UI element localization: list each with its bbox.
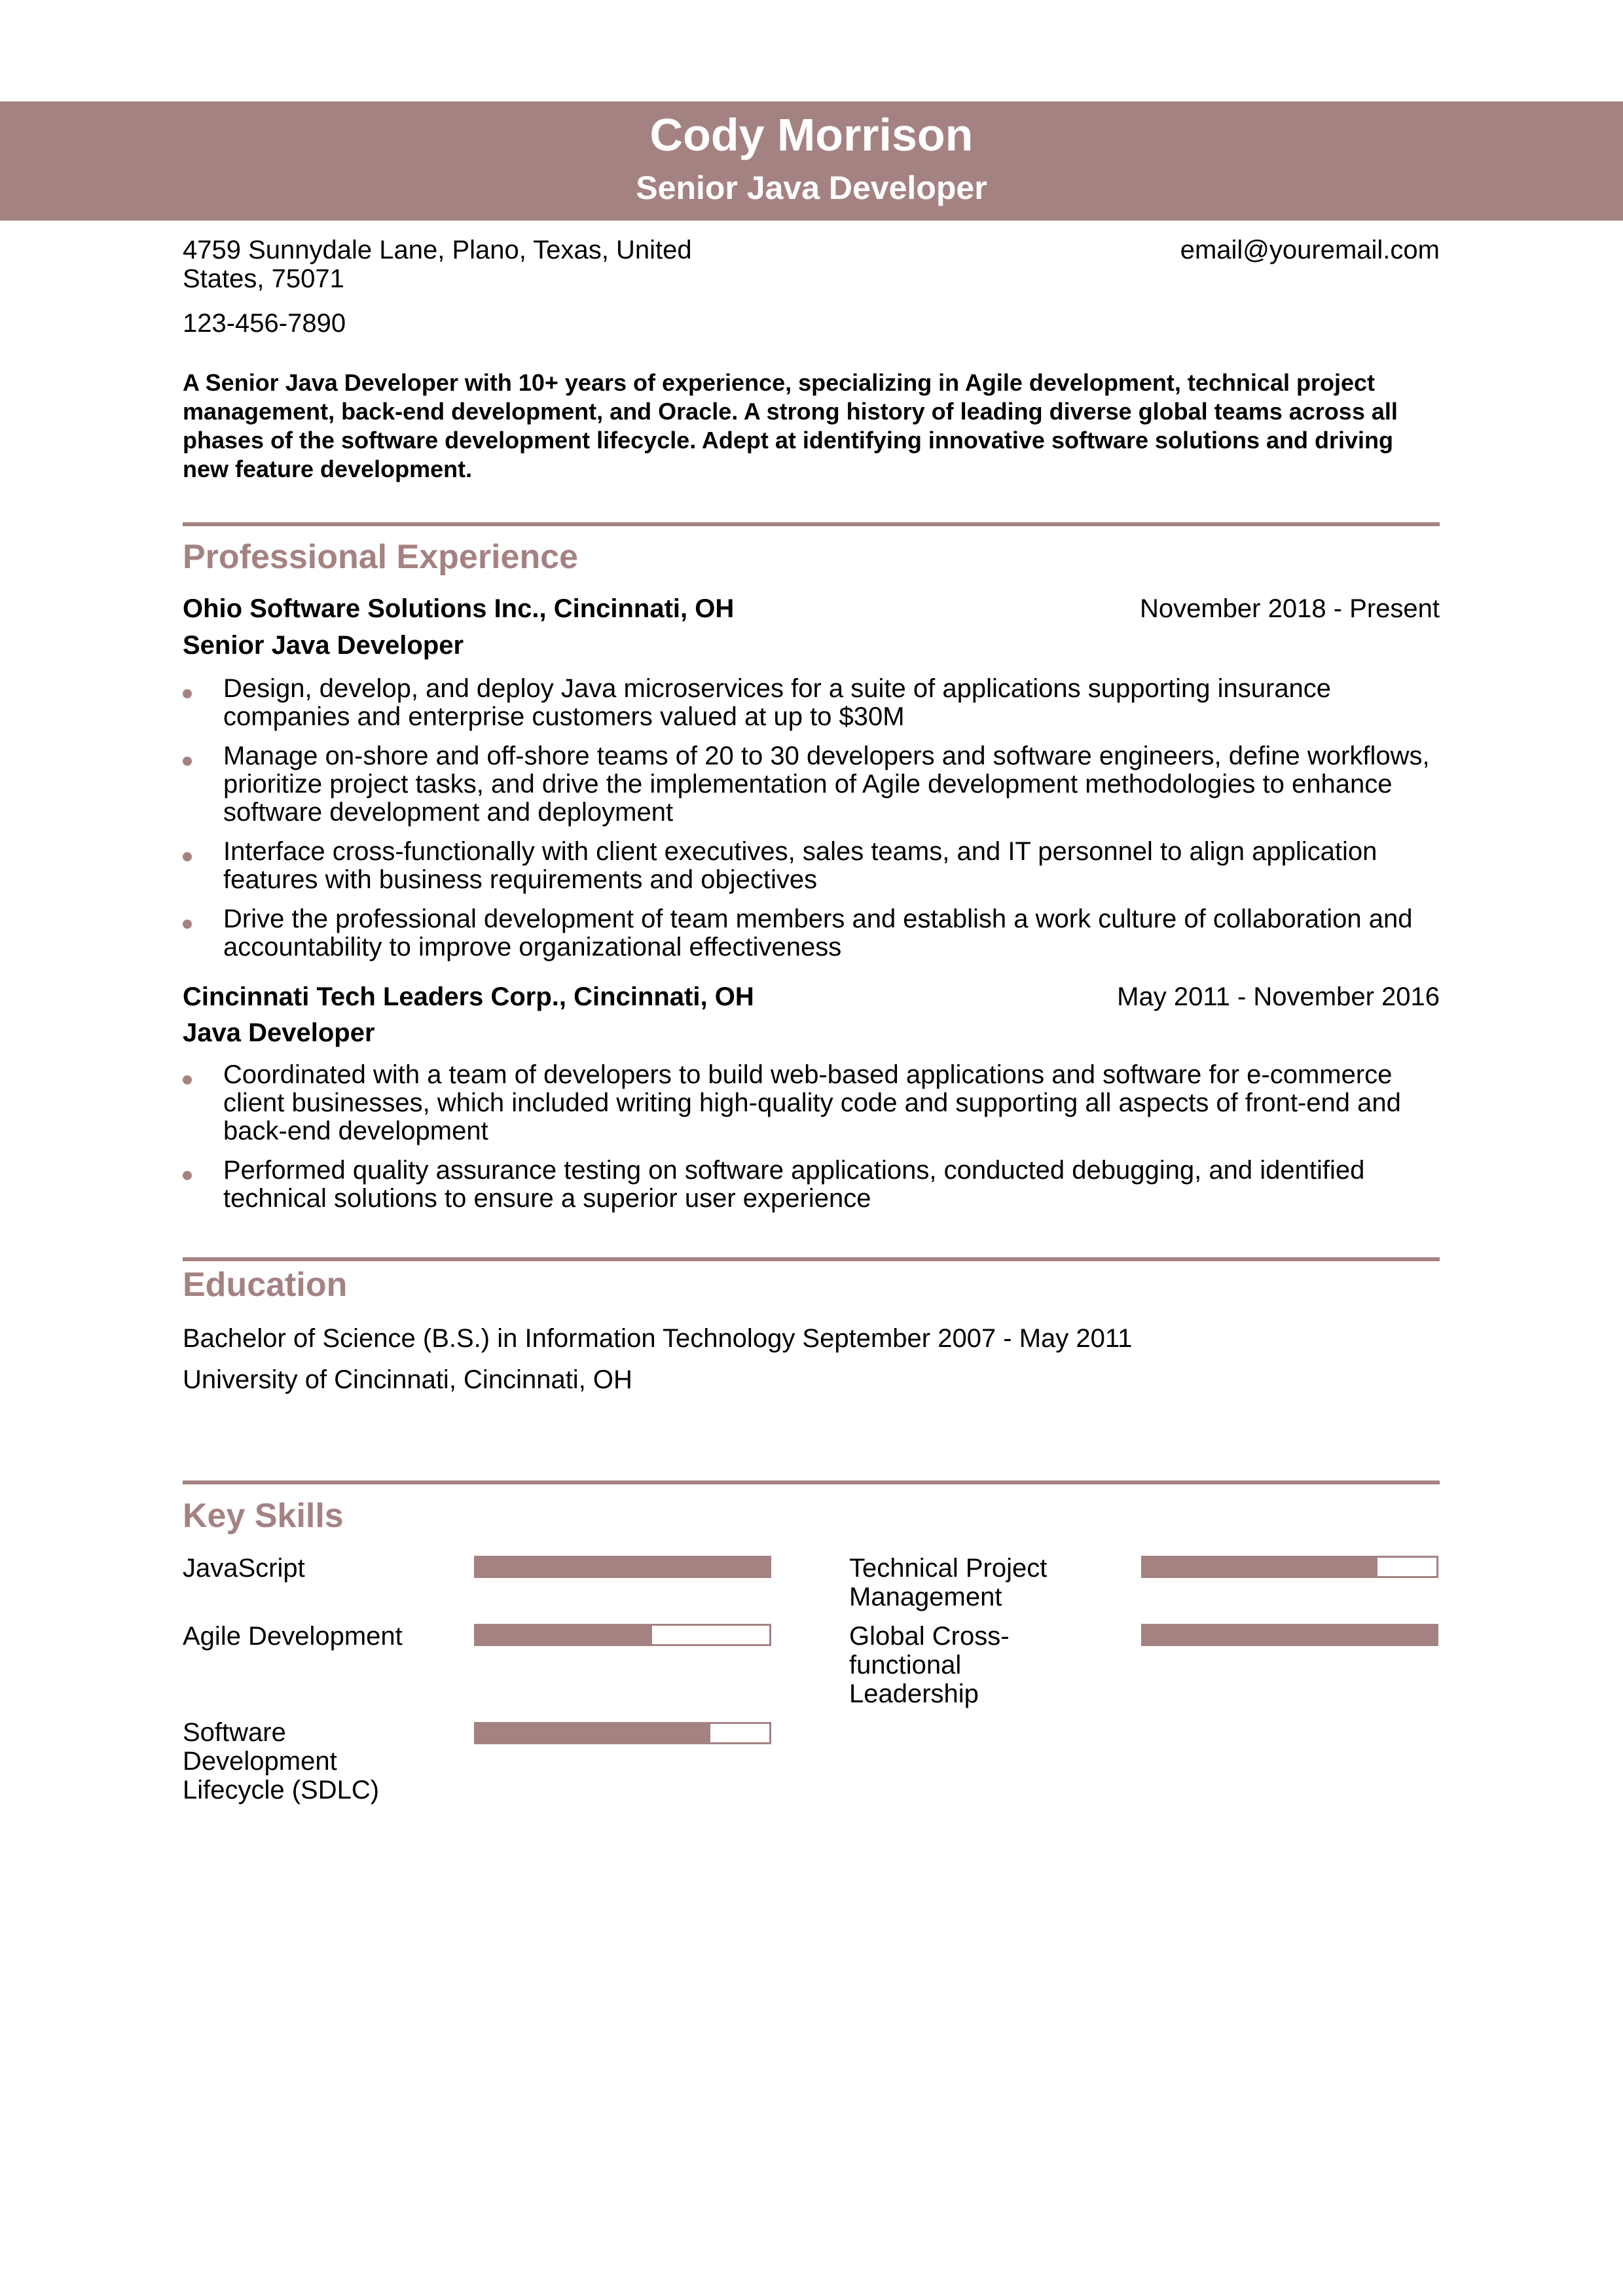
bullet-dot-icon <box>183 689 192 698</box>
bullet-dot-icon <box>183 852 192 861</box>
skill-level-fill <box>476 1626 652 1644</box>
job-bullets <box>183 675 1440 973</box>
skill-label: Global Cross-functional Leadership <box>849 1622 1010 1708</box>
contact-info <box>183 236 759 338</box>
job-header <box>183 593 1440 624</box>
job-company: Cincinnati Tech Leaders Corp., Cincinnati, OH <box>183 982 754 1011</box>
skill-label: Software Development Lifecycle (SDLC) <box>183 1718 380 1804</box>
skill-level-bar <box>1141 1556 1438 1578</box>
skill-label: Technical Project Management <box>849 1554 1048 1611</box>
job-bullets <box>183 1061 1440 1224</box>
list-item: Performed quality assurance testing on software applications, conducted debugging, and identified technical solutions to ensure a superior user experience <box>183 1157 1440 1213</box>
professional-summary: A Senior Java Developer with 10+ years of experience, specializing in Agile development, technical project management, back-end development, and Oracle. A strong history of leading diverse global teams across all phases of the software development lifecycle. Adept at identifying innovative software solutions and driving new feature development. <box>183 369 1398 482</box>
skill-level-bar <box>474 1556 771 1578</box>
job-company: Ohio Software Solutions Inc., Cincinnati, OH <box>183 594 735 623</box>
job-role: Senior Java Developer <box>183 631 464 660</box>
job-dates: May 2011 - November 2016 <box>1117 982 1440 1011</box>
bullet-dot-icon <box>183 757 192 766</box>
job-role: Java Developer <box>183 1018 375 1047</box>
education-section-title: Education <box>183 1266 348 1304</box>
skill-level-bar <box>1141 1624 1438 1646</box>
skill-level-bar <box>474 1624 771 1646</box>
list-item: Manage on-shore and off-shore teams of 20 to 30 developers and software engineers, define workflows, prioritize project tasks, and drive the implementation of Agile development methodologies to enhance software development and deployment <box>183 742 1440 827</box>
skills-section-title: Key Skills <box>183 1497 344 1535</box>
list-item: Drive the professional development of team members and establish a work culture of collaboration and accountability to improve organizational effectiveness <box>183 905 1440 961</box>
address: 4759 Sunnydale Lane, Plano, Texas, United States, 75071 <box>183 236 692 293</box>
section-divider <box>183 1257 1440 1261</box>
phone-number: 123-456-7890 <box>183 309 346 338</box>
section-divider <box>183 522 1440 526</box>
candidate-title: Senior Java Developer <box>636 170 987 206</box>
header-banner <box>0 101 1623 221</box>
skill-label: Agile Development <box>183 1622 403 1651</box>
skill-label: JavaScript <box>183 1554 305 1583</box>
email-address: email@youremail.com <box>1180 236 1440 264</box>
experience-section-title: Professional Experience <box>183 538 579 576</box>
list-item: Design, develop, and deploy Java microservices for a suite of applications supporting insurance companies and enterprise customers valued at up to $30M <box>183 675 1440 731</box>
job-header <box>183 981 1440 1013</box>
skill-level-fill <box>476 1724 710 1742</box>
skill-level-fill <box>476 1558 769 1576</box>
list-item: Interface cross-functionally with client executives, sales teams, and IT personnel to align application features with business requirements and objectives <box>183 838 1440 894</box>
job-dates: November 2018 - Present <box>1139 594 1440 623</box>
skill-level-bar <box>474 1722 771 1744</box>
list-item: Coordinated with a team of developers to build web-based applications and software for e-commerce client businesses, which included writing high-quality code and supporting all aspects of front-end and back-end development <box>183 1061 1440 1145</box>
education-degree: Bachelor of Science (B.S.) in Information Technology September 2007 - May 2011 <box>183 1324 1133 1353</box>
section-divider <box>183 1480 1440 1484</box>
bullet-dot-icon <box>183 920 192 929</box>
skill-level-fill <box>1143 1558 1377 1576</box>
education-school: University of Cincinnati, Cincinnati, OH <box>183 1365 632 1394</box>
bullet-dot-icon <box>183 1075 192 1085</box>
bullet-dot-icon <box>183 1171 192 1180</box>
skill-level-fill <box>1143 1626 1436 1644</box>
candidate-name: Cody Morrison <box>649 109 974 160</box>
